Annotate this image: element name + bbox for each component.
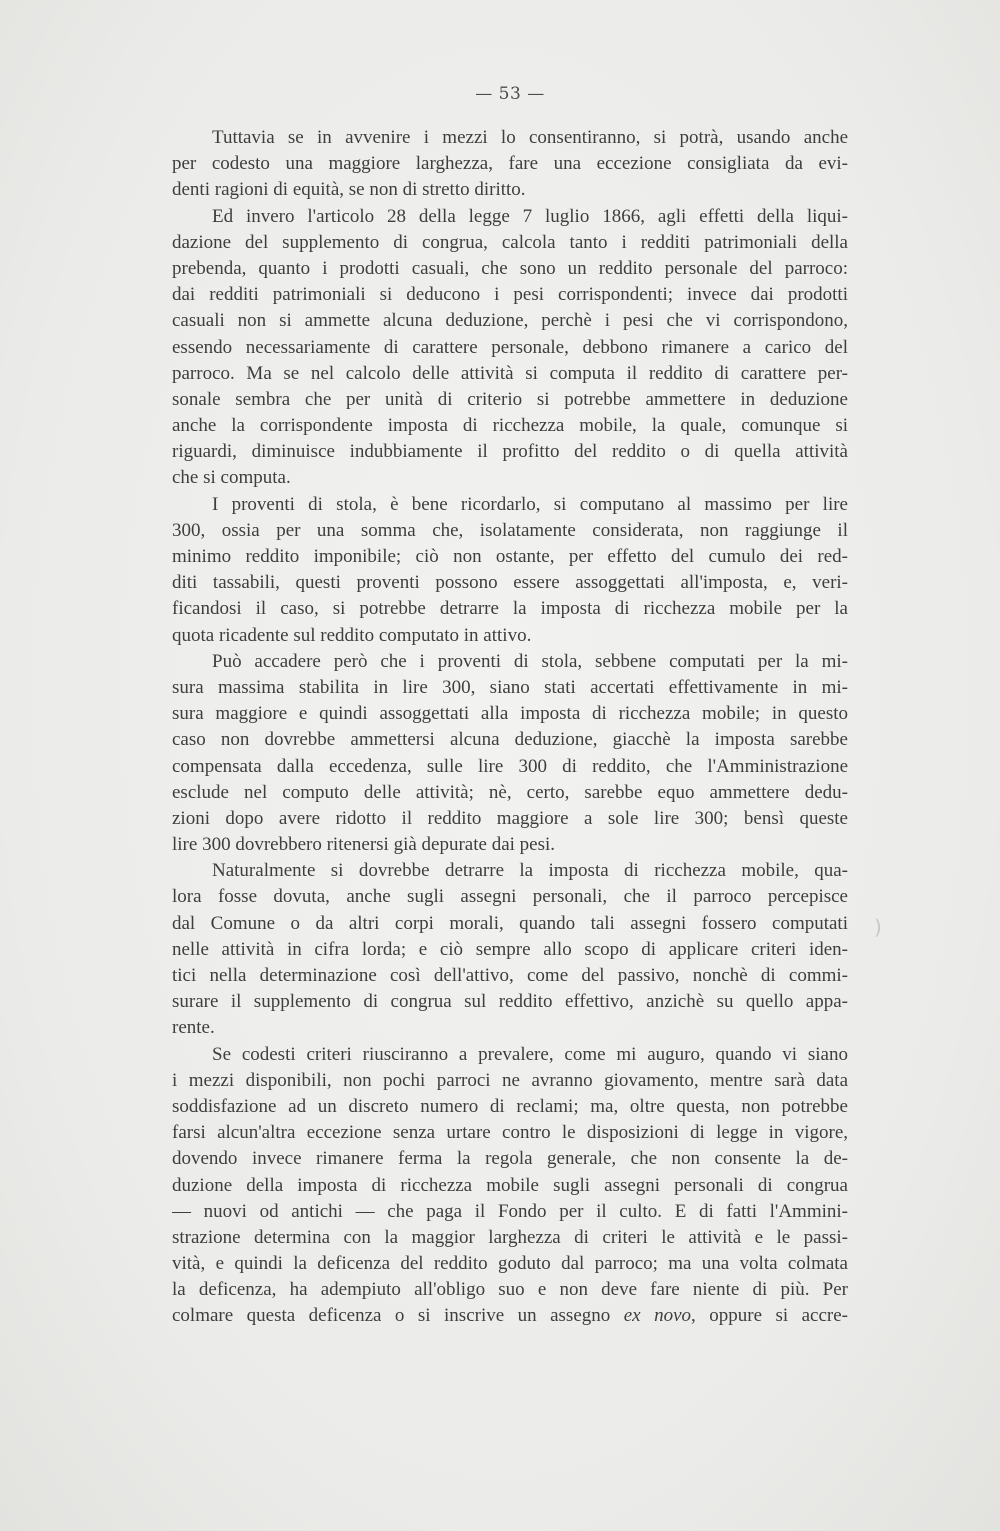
margin-mark: ) xyxy=(874,915,882,939)
text-line: dazione del supplemento di congrua, calcola tanto i redditi patrimoniali della xyxy=(172,231,848,253)
text-line: denti ragioni di equità, se non di stretto diritto. xyxy=(172,179,526,201)
text-line: I proventi di stola, è bene ricordarlo, si computano al massimo per lire xyxy=(212,493,848,515)
text-line: 300, ossia per una somma che, isolatamente considerata, non raggiunge il xyxy=(172,519,848,541)
text-line: tici nella determinazione così dell'attivo, come del passivo, nonchè di commi- xyxy=(172,965,848,986)
text-line: Ed invero l'articolo 28 della legge 7 luglio 1866, agli effetti della liqui- xyxy=(212,205,848,227)
final-line-start: colmare questa deficenza o si inscrive un assegno xyxy=(172,1305,624,1327)
text-line: compensata dalla eccedenza, sulle lire 300 di reddito, che l'Amministrazione xyxy=(172,755,848,777)
final-line-italic: ex novo xyxy=(623,1305,692,1327)
text-line: prebenda, quanto i prodotti casuali, che sono un reddito personale del parroco: xyxy=(172,257,848,279)
text-line: farsi alcun'altra eccezione senza urtare contro le disposizioni di legge in vigore, xyxy=(172,1122,848,1144)
text-line: vità, e quindi la deficenza del reddito goduto dal parroco; ma una volta colmata xyxy=(172,1253,848,1275)
text-line: dal Comune o da altri corpi morali, quando tali assegni fossero computati xyxy=(172,912,848,934)
text-line: nelle attività in cifra lorda; e ciò sempre allo scopo di applicare criteri iden- xyxy=(172,938,848,960)
text-line: rente. xyxy=(172,1017,215,1039)
text-line: la deficenza, ha adempiuto all'obligo suo e non deve fare niente di più. Per xyxy=(172,1279,848,1301)
text-line: — nuovi od antichi — che paga il Fondo per il culto. E di fatti l'Ammini- xyxy=(172,1200,848,1222)
text-line: dai redditi patrimoniali si deducono i pesi corrispondenti; invece dai prodotti xyxy=(172,284,848,306)
text-line: riguardi, diminuisce indubbiamente il profitto del reddito o di quella attività xyxy=(172,441,848,463)
body-text xyxy=(172,125,848,1330)
text-line: Naturalmente si dovrebbe detrarre la imposta di ricchezza mobile, qua- xyxy=(212,860,848,882)
text-line: che si computa. xyxy=(172,467,291,489)
text-line: casuali non si ammette alcuna deduzione, perchè i pesi che vi corrispondono, xyxy=(172,310,848,332)
text-line: sura maggiore e quindi assoggettati alla imposta di ricchezza mobile; in questo xyxy=(172,703,848,725)
text-line: anche la corrispondente imposta di ricchezza mobile, la quale, comunque si xyxy=(172,415,848,437)
text-line: i mezzi disponibili, non pochi parroci ne avranno giovamento, mentre sarà data xyxy=(172,1069,848,1091)
text-line: Tuttavia se in avvenire i mezzi lo consentiranno, si potrà, usando anche xyxy=(212,127,848,148)
text-line: dovendo invece rimanere ferma la regola generale, che non consente la de- xyxy=(172,1148,848,1170)
final-line-end: , oppure si accre- xyxy=(691,1305,848,1327)
text-line: zioni dopo avere ridotto il reddito maggiore a sole lire 300; bensì queste xyxy=(172,807,848,829)
text-line: lora fosse dovuta, anche sugli assegni personali, che il parroco percepisce xyxy=(172,886,848,908)
text-line: sura massima stabilita in lire 300, siano stati accertati effettivamente in mi- xyxy=(172,676,848,698)
text-line: sonale sembra che per unità di criterio si potrebbe ammettere in deduzione xyxy=(172,388,848,410)
text-line: Può accadere però che i proventi di stola, sebbene computati per la mi- xyxy=(212,650,848,672)
text-line: lire 300 dovrebbero ritenersi già depurate dai pesi. xyxy=(172,834,556,856)
text-line: diti tassabili, questi proventi possono essere assoggettati all'imposta, e, veri- xyxy=(172,572,848,594)
text-line: duzione della imposta di ricchezza mobile sugli assegni personali di congrua xyxy=(172,1174,848,1196)
page-number: — 53 — xyxy=(475,84,545,104)
text-line: strazione determina con la maggior larghezza di criteri le attività e le passi- xyxy=(172,1226,848,1248)
text-line: esclude nel computo delle attività; nè, certo, sarebbe equo ammettere dedu- xyxy=(172,781,848,803)
text-line: soddisfazione ad un discreto numero di reclami; ma, oltre questa, non potrebbe xyxy=(172,1095,848,1117)
text-line: surare il supplemento di congrua sul reddito effettivo, anzichè su quello appa- xyxy=(172,991,848,1013)
text-line: minimo reddito imponibile; ciò non ostante, per effetto del cumulo dei red- xyxy=(172,546,848,567)
text-line: parroco. Ma se nel calcolo delle attività si computa il reddito di carattere per- xyxy=(172,362,848,384)
text-line: Se codesti criteri riusciranno a prevalere, come mi auguro, quando vi siano xyxy=(212,1043,848,1065)
text-line: caso non dovrebbe ammettersi alcuna deduzione, giacchè la imposta sarebbe xyxy=(172,729,848,751)
text-line-final xyxy=(172,1303,848,1329)
text-line: ficandosi il caso, si potrebbe detrarre la imposta di ricchezza mobile per la xyxy=(172,598,848,620)
text-line: per codesto una maggiore larghezza, fare una eccezione consigliata da evi- xyxy=(172,153,848,175)
text-line: quota ricadente sul reddito computato in attivo. xyxy=(172,624,532,646)
text-line: essendo necessariamente di carattere personale, debbono rimanere a carico del xyxy=(172,336,848,358)
